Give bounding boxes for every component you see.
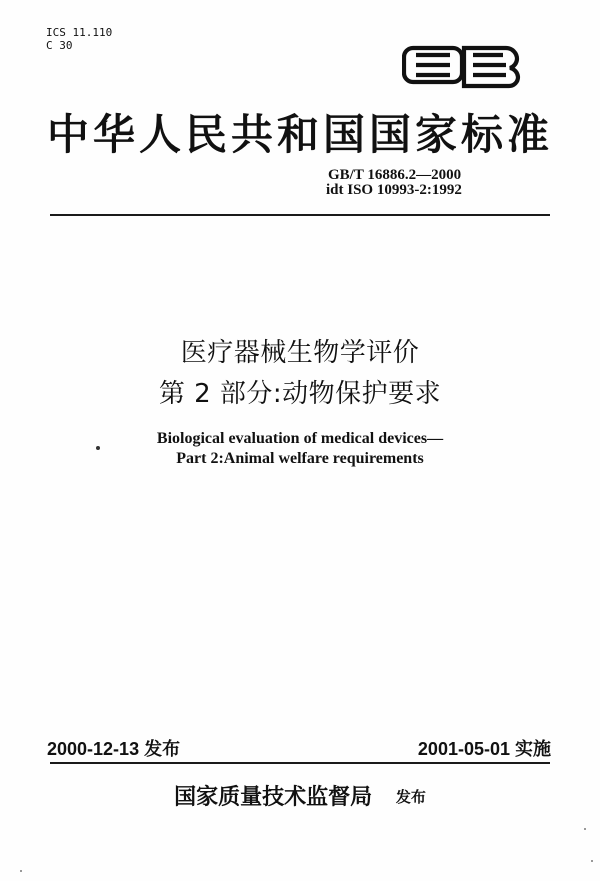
english-title-line-2: Part 2:Animal welfare requirements bbox=[176, 450, 424, 467]
english-title-line-1: Biological evaluation of medical devices— bbox=[156, 430, 444, 447]
top-divider-rule bbox=[50, 214, 550, 216]
issued-label: 发布 bbox=[395, 788, 426, 806]
scan-speck bbox=[591, 860, 593, 862]
classification-code: C 30 bbox=[46, 39, 73, 52]
ics-number: ICS 11.110 bbox=[46, 26, 113, 39]
gb-logo bbox=[402, 37, 528, 93]
scan-speck bbox=[584, 828, 586, 830]
chinese-title-line-2: 第 2 部分:动物保护要求 bbox=[158, 379, 442, 409]
ics-classification bbox=[46, 26, 166, 52]
authority-name: 国家质量技术监督局 bbox=[174, 785, 373, 810]
issuing-authority bbox=[0, 786, 600, 811]
english-document-title bbox=[0, 429, 600, 469]
publish-date: 2000-12-13 发布 bbox=[47, 739, 181, 759]
bottom-divider-rule bbox=[50, 762, 550, 764]
scan-speck bbox=[20, 870, 22, 872]
national-standard-title: 中华人民共和国国家标准 bbox=[46, 110, 553, 159]
implementation-date: 2001-05-01 实施 bbox=[417, 739, 551, 759]
standard-number-block bbox=[328, 168, 548, 198]
chinese-document-title bbox=[0, 338, 600, 409]
chinese-title-line-1: 医疗器械生物学评价 bbox=[180, 338, 420, 368]
standard-number: GB/T 16886.2—2000 bbox=[328, 167, 462, 183]
iso-adoption: idt ISO 10993-2:1992 bbox=[326, 182, 462, 198]
